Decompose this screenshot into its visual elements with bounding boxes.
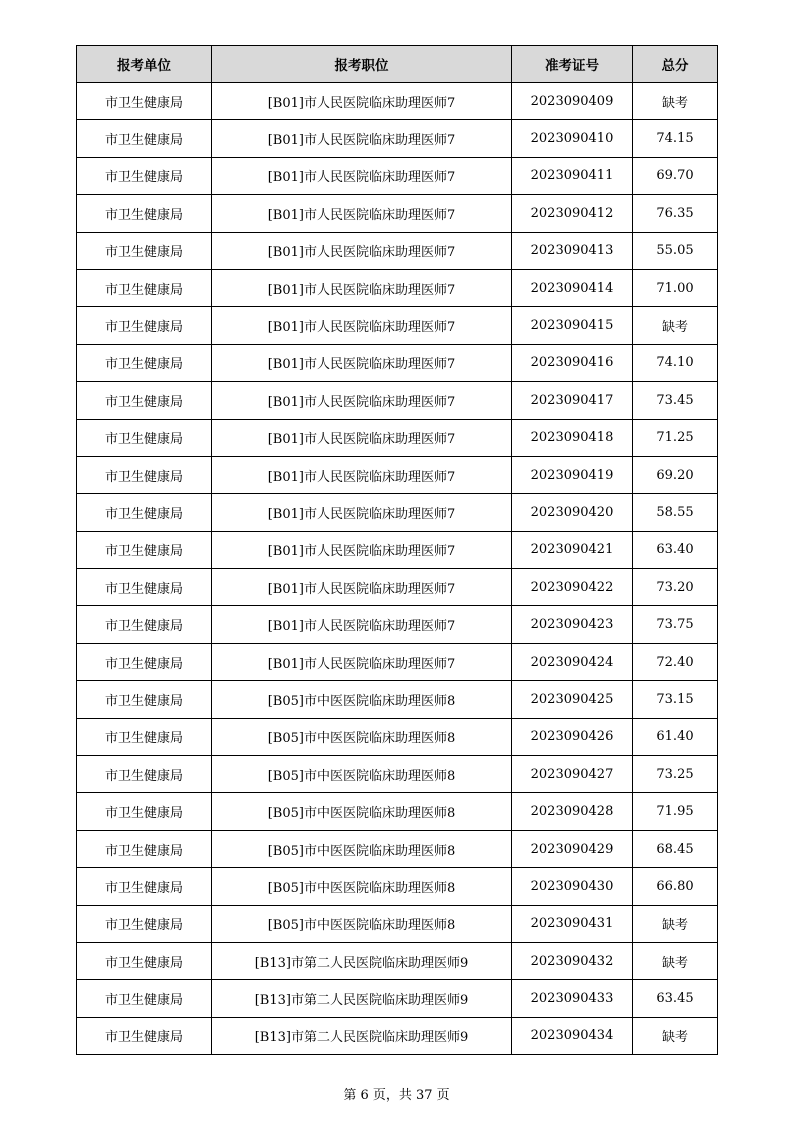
cell-position: [B01]市人民医院临床助理医师7	[212, 344, 512, 381]
table-row	[77, 1017, 718, 1054]
cell-total-score: 69.20	[633, 456, 718, 493]
cell-exam-id: 2023090416	[512, 344, 633, 381]
table-body	[77, 83, 718, 1055]
cell-position: [B01]市人民医院临床助理医师7	[212, 419, 512, 456]
cell-unit: 市卫生健康局	[77, 868, 212, 905]
table-row	[77, 120, 718, 157]
cell-position: [B05]市中医医院临床助理医师8	[212, 718, 512, 755]
cell-total-score: 55.05	[633, 232, 718, 269]
cell-position: [B05]市中医医院临床助理医师8	[212, 793, 512, 830]
cell-unit: 市卫生健康局	[77, 419, 212, 456]
table-row	[77, 942, 718, 979]
table-row	[77, 681, 718, 718]
table-row	[77, 83, 718, 120]
cell-total-score: 74.10	[633, 344, 718, 381]
score-table	[76, 45, 718, 1055]
cell-unit: 市卫生健康局	[77, 307, 212, 344]
cell-unit: 市卫生健康局	[77, 569, 212, 606]
cell-position: [B01]市人民医院临床助理医师7	[212, 232, 512, 269]
cell-unit: 市卫生健康局	[77, 120, 212, 157]
cell-total-score: 缺考	[633, 307, 718, 344]
header-total-score: 总分	[633, 46, 718, 83]
cell-total-score: 73.25	[633, 756, 718, 793]
cell-total-score: 74.15	[633, 120, 718, 157]
table-row	[77, 531, 718, 568]
table-row	[77, 456, 718, 493]
table-row	[77, 905, 718, 942]
cell-unit: 市卫生健康局	[77, 756, 212, 793]
cell-unit: 市卫生健康局	[77, 344, 212, 381]
cell-unit: 市卫生健康局	[77, 531, 212, 568]
table-row	[77, 195, 718, 232]
cell-unit: 市卫生健康局	[77, 382, 212, 419]
cell-exam-id: 2023090417	[512, 382, 633, 419]
table-row	[77, 606, 718, 643]
cell-position: [B05]市中医医院临床助理医师8	[212, 756, 512, 793]
table-row	[77, 569, 718, 606]
cell-total-score: 73.75	[633, 606, 718, 643]
cell-total-score: 73.45	[633, 382, 718, 419]
table-row	[77, 718, 718, 755]
cell-exam-id: 2023090418	[512, 419, 633, 456]
cell-exam-id: 2023090419	[512, 456, 633, 493]
cell-position: [B01]市人民医院临床助理医师7	[212, 382, 512, 419]
cell-total-score: 68.45	[633, 830, 718, 867]
cell-position: [B01]市人民医院临床助理医师7	[212, 307, 512, 344]
cell-exam-id: 2023090422	[512, 569, 633, 606]
cell-unit: 市卫生健康局	[77, 606, 212, 643]
table-row	[77, 269, 718, 306]
cell-position: [B01]市人民医院临床助理医师7	[212, 606, 512, 643]
table-row	[77, 980, 718, 1017]
cell-unit: 市卫生健康局	[77, 681, 212, 718]
cell-exam-id: 2023090426	[512, 718, 633, 755]
table-row	[77, 307, 718, 344]
cell-exam-id: 2023090421	[512, 531, 633, 568]
cell-total-score: 73.15	[633, 681, 718, 718]
cell-unit: 市卫生健康局	[77, 980, 212, 1017]
cell-position: [B01]市人民医院临床助理医师7	[212, 531, 512, 568]
table-row	[77, 830, 718, 867]
cell-unit: 市卫生健康局	[77, 269, 212, 306]
cell-position: [B01]市人民医院临床助理医师7	[212, 643, 512, 680]
cell-position: [B05]市中医医院临床助理医师8	[212, 681, 512, 718]
table-row	[77, 419, 718, 456]
cell-position: [B01]市人民医院临床助理医师7	[212, 269, 512, 306]
cell-total-score: 71.00	[633, 269, 718, 306]
cell-exam-id: 2023090423	[512, 606, 633, 643]
cell-unit: 市卫生健康局	[77, 942, 212, 979]
cell-position: [B01]市人民医院临床助理医师7	[212, 195, 512, 232]
table-row	[77, 868, 718, 905]
cell-position: [B13]市第二人民医院临床助理医师9	[212, 980, 512, 1017]
cell-unit: 市卫生健康局	[77, 195, 212, 232]
table-row	[77, 643, 718, 680]
header-unit: 报考单位	[77, 46, 212, 83]
cell-unit: 市卫生健康局	[77, 157, 212, 194]
cell-exam-id: 2023090424	[512, 643, 633, 680]
cell-total-score: 71.25	[633, 419, 718, 456]
cell-unit: 市卫生健康局	[77, 830, 212, 867]
cell-unit: 市卫生健康局	[77, 793, 212, 830]
cell-unit: 市卫生健康局	[77, 494, 212, 531]
cell-total-score: 63.40	[633, 531, 718, 568]
table-row	[77, 232, 718, 269]
cell-position: [B01]市人民医院临床助理医师7	[212, 569, 512, 606]
cell-total-score: 58.55	[633, 494, 718, 531]
table-header	[77, 46, 718, 83]
table-row	[77, 344, 718, 381]
cell-unit: 市卫生健康局	[77, 83, 212, 120]
cell-position: [B13]市第二人民医院临床助理医师9	[212, 1017, 512, 1054]
cell-total-score: 66.80	[633, 868, 718, 905]
cell-exam-id: 2023090415	[512, 307, 633, 344]
cell-total-score: 缺考	[633, 1017, 718, 1054]
cell-unit: 市卫生健康局	[77, 232, 212, 269]
page-footer: 第 6 页，共 37 页	[343, 1088, 450, 1103]
cell-exam-id: 2023090429	[512, 830, 633, 867]
cell-exam-id: 2023090430	[512, 868, 633, 905]
cell-total-score: 缺考	[633, 942, 718, 979]
cell-position: [B05]市中医医院临床助理医师8	[212, 830, 512, 867]
cell-total-score: 缺考	[633, 83, 718, 120]
cell-exam-id: 2023090428	[512, 793, 633, 830]
cell-total-score: 69.70	[633, 157, 718, 194]
cell-unit: 市卫生健康局	[77, 905, 212, 942]
cell-total-score: 73.20	[633, 569, 718, 606]
cell-total-score: 缺考	[633, 905, 718, 942]
cell-unit: 市卫生健康局	[77, 643, 212, 680]
cell-total-score: 76.35	[633, 195, 718, 232]
cell-exam-id: 2023090409	[512, 83, 633, 120]
cell-exam-id: 2023090431	[512, 905, 633, 942]
table-row	[77, 157, 718, 194]
cell-total-score: 72.40	[633, 643, 718, 680]
cell-position: [B05]市中医医院临床助理医师8	[212, 868, 512, 905]
cell-exam-id: 2023090427	[512, 756, 633, 793]
cell-position: [B13]市第二人民医院临床助理医师9	[212, 942, 512, 979]
header-position: 报考职位	[212, 46, 512, 83]
cell-position: [B01]市人民医院临床助理医师7	[212, 456, 512, 493]
cell-exam-id: 2023090420	[512, 494, 633, 531]
cell-exam-id: 2023090434	[512, 1017, 633, 1054]
cell-position: [B05]市中医医院临床助理医师8	[212, 905, 512, 942]
cell-unit: 市卫生健康局	[77, 456, 212, 493]
cell-exam-id: 2023090425	[512, 681, 633, 718]
cell-total-score: 61.40	[633, 718, 718, 755]
cell-position: [B01]市人民医院临床助理医师7	[212, 83, 512, 120]
cell-exam-id: 2023090412	[512, 195, 633, 232]
table-row	[77, 494, 718, 531]
cell-unit: 市卫生健康局	[77, 1017, 212, 1054]
cell-position: [B01]市人民医院临床助理医师7	[212, 120, 512, 157]
cell-exam-id: 2023090414	[512, 269, 633, 306]
cell-unit: 市卫生健康局	[77, 718, 212, 755]
table-row	[77, 756, 718, 793]
cell-position: [B01]市人民医院临床助理医师7	[212, 494, 512, 531]
cell-exam-id: 2023090413	[512, 232, 633, 269]
header-exam-id: 准考证号	[512, 46, 633, 83]
cell-exam-id: 2023090433	[512, 980, 633, 1017]
table-row	[77, 793, 718, 830]
header-row	[77, 46, 718, 83]
cell-exam-id: 2023090432	[512, 942, 633, 979]
cell-total-score: 71.95	[633, 793, 718, 830]
cell-exam-id: 2023090411	[512, 157, 633, 194]
cell-exam-id: 2023090410	[512, 120, 633, 157]
cell-total-score: 63.45	[633, 980, 718, 1017]
cell-position: [B01]市人民医院临床助理医师7	[212, 157, 512, 194]
table-row	[77, 382, 718, 419]
